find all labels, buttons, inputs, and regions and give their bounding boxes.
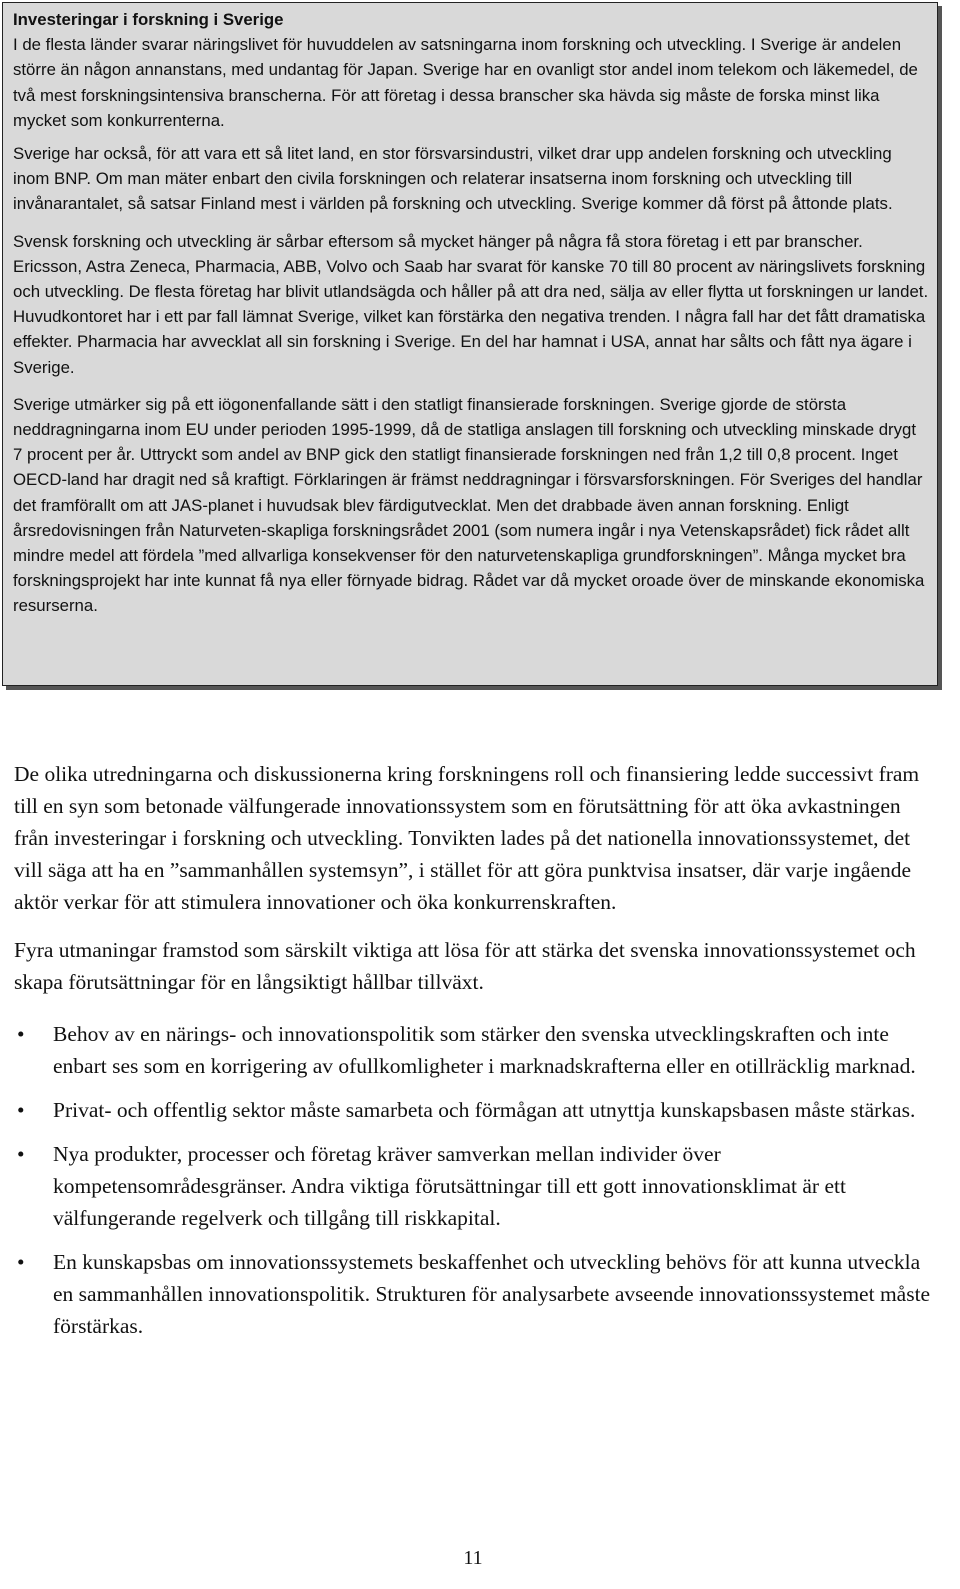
body-paragraph: De olika utredningarna och diskussionerna kring forskningens roll och finansiering ledde successivt fram till en syn som betonade välfungerade innovationssystem som en förutsättning för att öka avkastningen från investeringar i forskning och utveckling. Tonvikten lades på det nationella innovationssystemet, det vill säga att ha en ”sammanhållen systemsyn”, i stället för att göra punktvisa insatser, där varje ingående aktör verkar för att stimulera innovationer och öka konkurrenskraften.	[14, 762, 920, 914]
body-paragraph: Fyra utmaningar framstod som särskilt viktiga att lösa för att stärka det svenska innovationssystemet och skapa förutsättningar för en långsiktigt hållbar tillväxt.	[14, 938, 916, 994]
fact-box-paragraph: Sverige har också, för att vara ett så litet land, en stor försvarsindustri, vilket drar upp andelen forskning och utveckling inom BNP. Om man mäter enbart den civila forskningen och relaterar insatserna inom forskning och utveckling till invånarantalet, så satsar Finland mest i världen på forskning och utveckling. Sverige kommer då först på åttonde plats.	[13, 144, 893, 214]
list-item	[14, 1138, 934, 1234]
list-item-text: Privat- och offentlig sektor måste samarbeta och förmågan att utnyttja kunskapsbasen måste stärkas.	[53, 1098, 916, 1122]
bullet-icon: •	[17, 1098, 25, 1122]
bullet-icon: •	[17, 1022, 25, 1046]
list-item	[14, 1094, 934, 1126]
page-number: 11	[463, 1547, 483, 1569]
fact-box	[2, 2, 938, 686]
fact-box-paragraph: Sverige utmärker sig på ett iögonenfallande sätt i den statligt finansierade forskningen. Sverige gjorde de största neddragningarna inom EU under perioden 1995-1999, då de statliga anslagen till forskning och utveckling minskade drygt 7 procent per år. Uttryckt som andel av BNP gick den statligt finansierade forskningen ned från 1,2 till 0,8 procent. Inget OECD-land har dragit ned så kraftigt. Förklaringen är främst neddragningar i försvarsforskningen. För Sveriges del handlar det framförallt om att JAS-planet i huvudsak blev färdigutvecklat. Men det drabbade även annan forskning. Enligt årsredovisningen från Naturveten-skapliga forskningsrådet 2001 (som numera ingår i nya Vetenskapsrådet) fick rådet allt mindre medel att fördela ”med allvarliga konsekvenser för den naturvetenskapliga grundforskningen”. Många mycket bra forskningsprojekt har inte kunnat få nya eller förnyade bidrag. Rådet var då mycket oroade över de minskande ekonomiska resurserna.	[13, 394, 925, 616]
fact-box-title: Investeringar i forskning i Sverige	[13, 10, 284, 29]
list-item-text: Nya produkter, processer och företag kräver samverkan mellan individer över kompetensområdesgränser. Andra viktiga förutsättningar till ett gott innovationsklimat är ett välfungerande regelverk och tillgång till riskkapital.	[53, 1142, 846, 1230]
fact-box-paragraph: Svensk forskning och utveckling är sårbar eftersom så mycket hänger på några få stora företag i ett par branscher. Ericsson, Astra Zeneca, Pharmacia, ABB, Volvo och Saab har svarat för kanske 70 till 80 procent av näringslivets forskning och utveckling. De flesta företag har blivit utlandsägda och håller på att dra ned, sälja av eller flytta ut forskningen ur landet. Huvudkontoret har i ett par fall lämnat Sverige, vilket kan förstärka den negativa trenden. I några fall har det fått dramatiska effekter. Pharmacia har avvecklat all sin forskning i Sverige. En del har hamnat i USA, annat har sålts och fått nya ägare i Sverige.	[13, 231, 929, 377]
bullet-icon: •	[17, 1250, 25, 1274]
list-item	[14, 1018, 934, 1082]
body-text	[14, 758, 934, 1354]
fact-box-paragraph: I de flesta länder svarar näringslivet för huvuddelen av satsningarna inom forskning och utveckling. I Sverige är andelen större än någon annanstans, med undantag för Japan. Sverige har en ovanligt stor andel inom telekom och läkemedel, de två mest forskningsintensiva branscherna. För att företag i dessa branscher ska hävda sig måste de forska minst lika mycket som konkurrenterna.	[13, 35, 918, 130]
list-item	[14, 1246, 934, 1342]
list-item-text: Behov av en närings- och innovationspolitik som stärker den svenska utvecklingskraften och inte enbart ses som en korrigering av ofullkomligheter i marknadskrafterna eller en otillräcklig marknad.	[53, 1022, 916, 1078]
bullet-icon: •	[17, 1142, 25, 1166]
challenge-list	[14, 1018, 934, 1342]
list-item-text: En kunskapsbas om innovationssystemets beskaffenhet och utveckling behövs för att kunna utveckla en sammanhållen innovationspolitik. Strukturen för analysarbete avseende innovationssystemet måste förstärkas.	[53, 1250, 931, 1338]
